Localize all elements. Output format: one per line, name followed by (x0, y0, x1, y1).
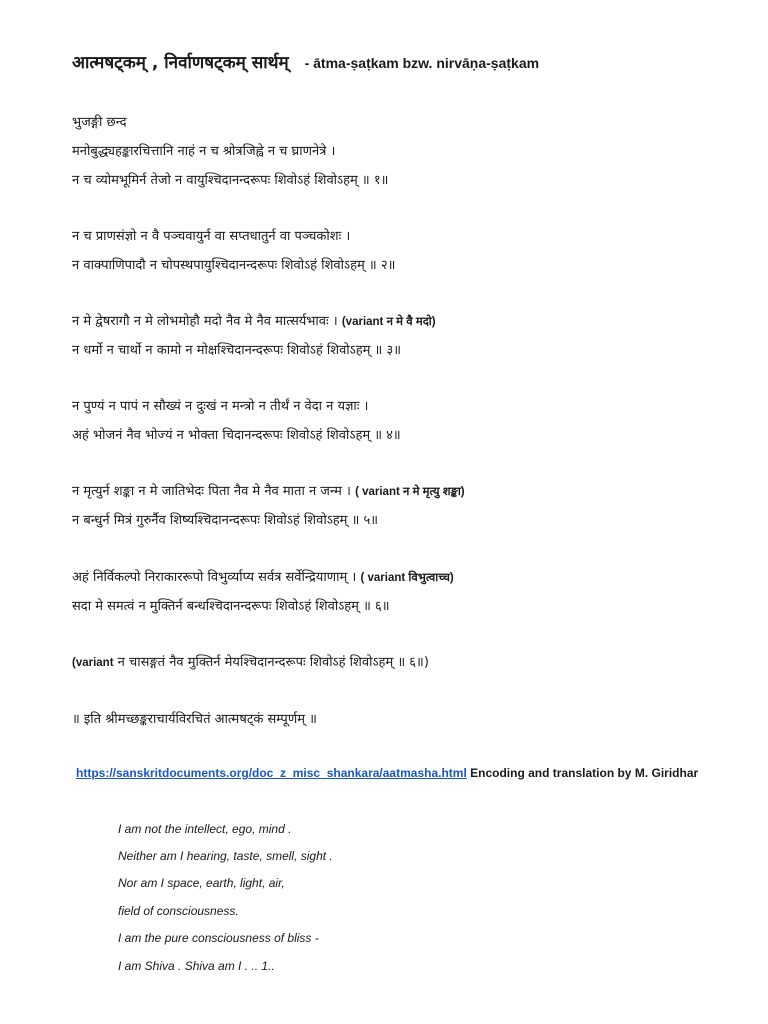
verse-2-line-1: न च प्राणसंज्ञो न वै पञ्चवायुर्न वा सप्तधातुर्न वा पञ्चकोशः । (72, 229, 351, 244)
source-line (76, 766, 698, 780)
translation-line-6: I am Shiva . Shiva am I . .. 1.. (118, 959, 275, 973)
verse-5-line-1 (72, 483, 465, 501)
verse-5-text: न मृत्युर्न शङ्का न मे जातिभेदः पिता नैव मे नैव माता न जन्म । (72, 484, 351, 499)
source-credit: Encoding and translation by M. Giridhar (470, 766, 699, 780)
verse-5-line-2: न बन्धुर्न मित्रं गुरुर्नैव शिष्यश्चिदानन्दरूपः शिवोऽहं शिवोऽहम् ॥ ५॥ (72, 513, 379, 528)
verse-3-variant-note: (variant न मे वै मदो) (341, 316, 436, 328)
variant-line (72, 654, 429, 672)
source-link[interactable]: https://sanskritdocuments.org/doc_z_misc_shankara/aatmasha.html (76, 766, 467, 780)
translation-line-5: I am the pure consciousness of bliss - (118, 931, 319, 945)
verse-3-line-2: न धर्मो न चार्थो न कामो न मोक्षश्चिदानन्दरूपः शिवोऽहं शिवोऽहम् ॥ ३॥ (72, 343, 402, 358)
verse-3-text: न मे द्वेषरागौ न मे लोभमोहौ मदो नैव मे नैव मात्सर्यभावः । (72, 314, 338, 329)
page-title (72, 50, 539, 73)
verse-4-line-2: अहं भोजनं नैव भोज्यं न भोक्ता चिदानन्दरूपः शिवोऽहं शिवोऽहम् ॥ ४॥ (72, 428, 401, 443)
verse-6-text: अहं निर्विकल्पो निराकाररूपो विभुर्व्याप्य सर्वत्र सर्वेन्द्रियाणाम् । (72, 570, 357, 585)
colophon: ॥ इति श्रीमच्छङ्कराचार्यविरचितं आत्मषट्कं सम्पूर्णम् ॥ (72, 712, 317, 727)
variant-line-prefix: (variant (72, 657, 114, 669)
translation-line-3: Nor am I space, earth, light, air, (118, 876, 285, 890)
translation-line-2: Neither am I hearing, taste, smell, sight . (118, 849, 333, 863)
verse-1-line-2: न च व्योमभूमिर्न तेजो न वायुश्चिदानन्दरूपः शिवोऽहं शिवोऽहम् ॥ १॥ (72, 173, 389, 188)
verse-6-line-2: सदा मे समत्वं न मुक्तिर्न बन्धश्चिदानन्दरूपः शिवोऽहं शिवोऽहम् ॥ ६॥ (72, 599, 390, 614)
title-sanskrit: आत्मषट्कम् , निर्वाणषट्कम् सार्थम् (72, 53, 289, 73)
verse-6-line-1 (72, 569, 454, 587)
variant-line-text: न चासङ्गतं नैव मुक्तिर्न मेयश्चिदानन्दरूपः शिवोऽहं शिवोऽहम् ॥ ६॥) (113, 655, 429, 670)
verse-2-line-2: न वाक्पाणिपादौ न चोपस्थपायुश्चिदानन्दरूपः शिवोऽहं शिवोऽहम् ॥ २॥ (72, 258, 396, 273)
verse-5-variant-note: ( variant न मे मृत्यु शङ्का) (355, 486, 465, 498)
verse-1-line-1: मनोबुद्ध्यहङ्कारचित्तानि नाहं न च श्रोत्रजिह्वे न च घ्राणनेत्रे । (72, 144, 336, 159)
verse-4-line-1: न पुण्यं न पापं न सौख्यं न दुःखं न मन्त्रो न तीर्थं न वेदा न यज्ञाः । (72, 399, 369, 414)
title-latin: - ātma-ṣaṭkam bzw. nirvāṇa-ṣaṭkam (304, 55, 540, 71)
verse-6-variant-note: ( variant विभुत्वाच्च) (360, 572, 454, 584)
translation-line-4: field of consciousness. (118, 904, 239, 918)
translation-line-1: I am not the intellect, ego, mind . (118, 822, 292, 836)
verse-3-line-1 (72, 313, 436, 331)
meter-label: भुजङ्गी छन्द (72, 115, 127, 130)
